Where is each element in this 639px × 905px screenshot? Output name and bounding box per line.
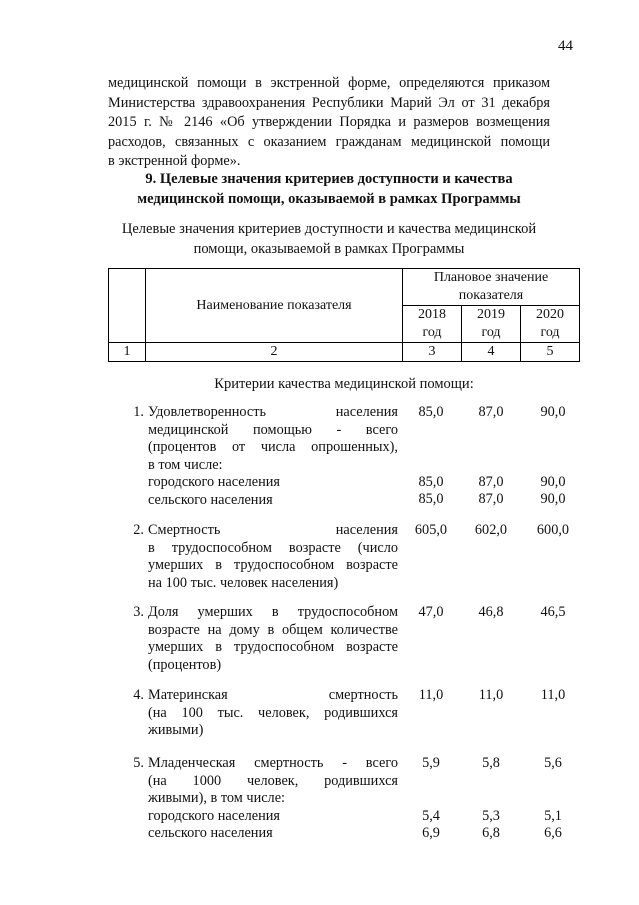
criteria-heading: Критерии качества медицинской помощи: [214,376,474,392]
row-name-line: Доля умерших в трудоспособном [148,604,398,620]
section-title-line: 9. Целевые значения критериев доступности и качества [145,171,513,187]
sub-value-2018: 6,9 [422,825,440,841]
row-name-line: умерших в трудоспособном возрасте [148,557,398,573]
value-2019: 87,0 [478,404,504,420]
sub-value-2018: 5,4 [422,808,440,824]
section-title [108,170,550,209]
row-name-line: (на 1000 человек, родившихся [148,772,398,789]
sub-row-name: сельского населения [148,491,273,508]
sub-row-name: городского населения [148,807,280,824]
row-name [148,404,398,509]
row-name-line: медицинской помощью - всего [148,421,398,438]
header-index-cell: 3 [403,343,462,362]
caption-line: Целевые значения критериев доступности и качества медицинской [121,221,537,237]
row-name-line: Материнская смертность [148,687,398,703]
caption-line: помощи, оказываемой в рамках Программы [193,240,465,257]
table-caption [108,220,550,259]
sub-value-2019: 6,8 [482,825,500,841]
row-name-line: на 100 тыс. человек населения) [148,574,339,591]
sub-value-2020: 90,0 [540,491,566,507]
header-num-cell [109,269,146,343]
row-name [148,687,398,740]
value-2020: 5,6 [544,755,562,771]
row-name [148,604,398,674]
value-2019: 5,8 [482,755,500,771]
header-index-cell: 5 [521,343,580,362]
sub-value-2018: 85,0 [418,491,444,507]
row-name-line: умерших в трудоспособном возрасте [148,639,398,655]
row-name-line: в трудоспособном возрасте (число [148,539,398,556]
value-2018: 5,9 [422,755,440,771]
row-name [148,755,398,843]
value-2019: 46,8 [478,604,504,620]
row-name-line: (процентов от числа опрошенных), [148,439,398,455]
value-2019: 11,0 [478,687,504,703]
value-2018: 605,0 [414,522,448,538]
row-name-line: возрасте на дому в общем количестве [148,621,398,638]
row-name-line: (на 100 тыс. человек, родившихся [148,704,398,721]
header-plan-cell: Плановое значение показателя [403,269,580,306]
row-number: 5. [133,755,144,771]
header-year-2018: 2018 год [403,306,462,343]
header-index-cell: 2 [146,343,403,362]
intro-paragraph [108,74,550,172]
value-2020: 600,0 [536,522,570,538]
intro-line: расходов, связанных с оказанием гражданам медицинской помощи [108,133,550,150]
sub-row-name: городского населения [148,474,280,490]
header-name-cell: Наименование показателя [146,269,403,343]
row-name-line: в том числе: [148,456,223,473]
value-2019: 602,0 [474,522,508,538]
value-2020: 90,0 [540,404,566,420]
row-number: 3. [133,604,144,620]
sub-value-2019: 87,0 [478,491,504,507]
sub-value-2020: 5,1 [544,808,562,824]
row-number: 2. [133,522,144,538]
sub-row-name: сельского населения [148,825,273,841]
sub-value-2019: 87,0 [478,474,504,490]
row-name [148,522,398,592]
intro-line: в экстренной форме». [108,153,241,169]
row-name-line: живыми), в том числе: [148,790,286,806]
value-2018: 85,0 [418,404,444,420]
header-index-cell: 1 [109,343,146,362]
sub-value-2020: 6,6 [544,825,562,841]
value-2020: 46,5 [540,604,566,620]
value-2018: 11,0 [418,687,444,703]
row-name-line: (процентов) [148,656,222,673]
value-2020: 11,0 [540,687,566,703]
row-number: 1. [133,404,144,420]
page-number: 44 [558,38,573,54]
row-name-line: Удовлетворенность населения [148,404,398,420]
header-index-cell: 4 [462,343,521,362]
section-title-line: медицинской помощи, оказываемой в рамках Программы [137,190,521,207]
row-number: 4. [133,687,144,703]
header-year-2020: 2020 год [521,306,580,343]
intro-line: медицинской помощи в экстренной форме, определяются приказом [108,75,550,91]
row-name-line: Смертность населения [148,522,398,538]
sub-value-2020: 90,0 [540,474,566,490]
header-year-2019: 2019 год [462,306,521,343]
sub-value-2019: 5,3 [482,808,500,824]
table-header [108,268,580,362]
intro-line: 2015 г. № 2146 «Об утверждении Порядка и размеров возмещения [108,114,550,130]
row-name-line: живыми) [148,722,204,738]
row-name-line: Младенческая смертность - всего [148,755,398,771]
value-2018: 47,0 [418,604,444,620]
sub-value-2018: 85,0 [418,474,444,490]
intro-line: Министерства здравоохранения Республики Марий Эл от 31 декабря [108,94,550,111]
